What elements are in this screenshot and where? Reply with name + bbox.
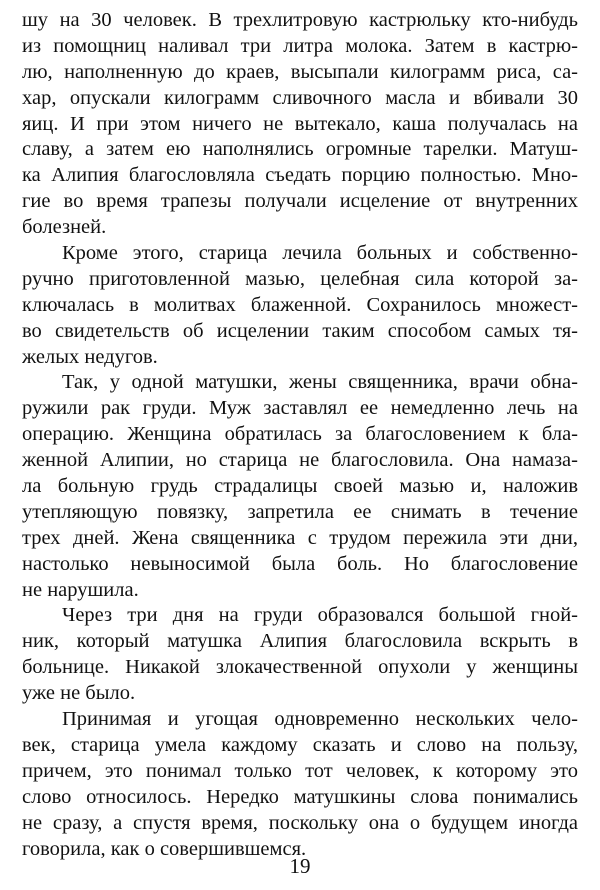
paragraph [22,370,578,603]
text-line: болезней. [22,216,107,239]
text-line: во свидетельств об исцелении таким способом самых тя- [22,319,578,342]
text-line: женной Алипии, но старица не благословила. Она намаза- [22,449,578,472]
text-line: из помощниц наливал три литра молока. Затем в кастрю- [22,34,578,57]
text-line: Кроме этого, старица лечила больных и собственно- [62,242,578,265]
paragraph [22,603,578,707]
text-line: причем, это понимал только тот человек, к которому это [22,759,578,782]
text-line: желых недугов. [22,345,158,368]
paragraph [22,707,578,862]
text-line: трех дней. Жена священника с трудом пережила эти дни, [22,526,578,549]
page-number: 19 [289,854,311,878]
text-line: настолько невыносимой была боль. Но благословение [22,552,578,575]
text-line: шу на 30 человек. В трехлитровую кастрюльку кто-нибудь [22,9,578,31]
text-line: славу, а затем ею наполнялись огромные тарелки. Матуш- [22,138,578,161]
text-line: лю, наполненную до краев, высыпали килограмм риса, са- [22,60,578,83]
text-line: ла больную грудь страдалицы своей мазью и, наложив [22,475,578,498]
text-line: говорила, как о совершившемся. [22,837,307,860]
text-line: ка Алипия благословляла съедать порцию полностью. Мно- [22,164,578,187]
text-line: не сразу, а спустя время, поскольку она о будущем иногда [22,811,578,834]
text-line: уже не было. [22,682,136,705]
paragraph [22,241,578,370]
text-line: ручно приготовленной мазью, целебная сила которой за- [22,267,578,290]
text-line: Через три дня на груди образовался большой гной- [62,604,578,627]
text-line: не нарушила. [22,578,139,601]
text-line: ник, который матушка Алипия благословила вскрыть в [22,630,578,653]
text-line: утепляющую повязку, запретила ее снимать в течение [22,500,578,523]
page-body [22,8,578,862]
text-line: хар, опускали килограмм сливочного масла и вбивали 30 [22,86,578,109]
text-line: операцию. Женщина обратилась за благословением к бла- [22,423,578,446]
paragraph [22,8,578,241]
text-line: Принимая и угощая одновременно нескольких чело- [62,708,578,731]
text-line: Так, у одной матушки, жены священника, врачи обна- [62,371,578,394]
text-line: больнице. Никакой злокачественной опухоли у женщины [22,656,578,679]
text-line: яиц. И при этом ничего не вытекало, каша получалась на [22,112,578,135]
text-line: ключалась в молитвах блаженной. Сохранилось множест- [22,293,578,316]
text-line: слово относилось. Нередко матушкины слова понимались [22,785,578,808]
text-line: век, старица умела каждому сказать и слово на пользу, [22,733,578,756]
text-line: ружили рак груди. Муж заставлял ее немедленно лечь на [22,397,578,420]
text-line: гие во время трапезы получали исцеление от внутренних [22,190,578,213]
